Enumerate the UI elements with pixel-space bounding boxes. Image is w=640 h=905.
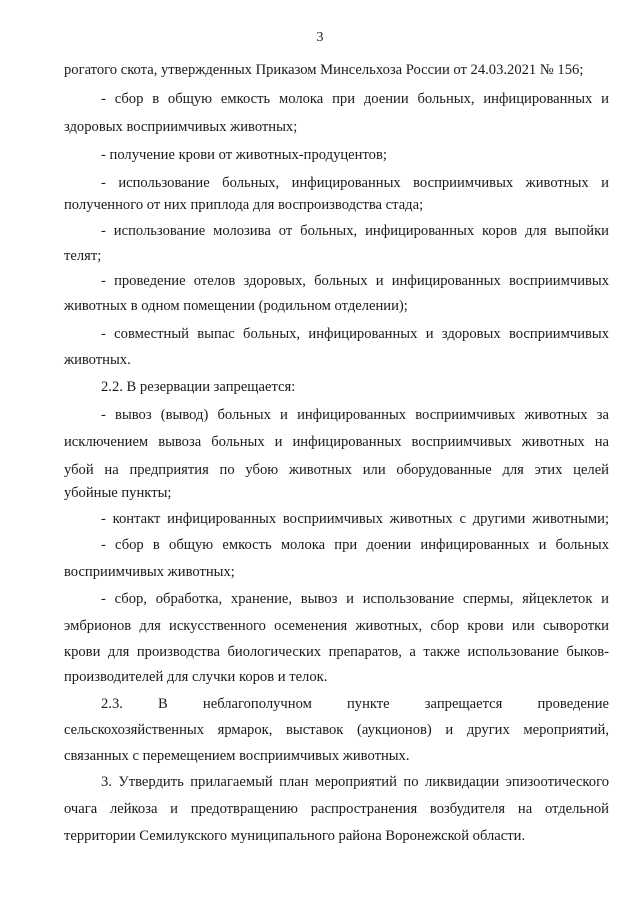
text-line: связанных с перемещением восприимчивых животных. — [64, 748, 410, 764]
text-line: полученного от них приплода для воспроизводства стада; — [64, 197, 424, 213]
text-line: убойные пункты; — [64, 485, 172, 501]
text-line: - проведение отелов здоровых, больных и инфицированных восприимчивых — [101, 273, 609, 289]
text-line: исключением вывоза больных и инфицированных восприимчивых животных на — [64, 434, 609, 450]
text-line: эмбрионов для искусственного осеменения животных, сбор крови или сыворотки — [64, 618, 609, 634]
text-line: - контакт инфицированных восприимчивых животных с другими животными; — [101, 511, 609, 527]
text-line: производителей для случки коров и телок. — [64, 669, 328, 685]
page-number: 3 — [316, 30, 324, 45]
text-line: восприимчивых животных; — [64, 564, 235, 580]
text-line: телят; — [64, 248, 102, 264]
text-line: территории Семилукского муниципального района Воронежской области. — [64, 828, 526, 844]
text-line: - получение крови от животных-продуцентов; — [101, 147, 387, 163]
text-line: - сбор в общую емкость молока при доении инфицированных и больных — [101, 537, 609, 553]
text-line: здоровых восприимчивых животных; — [64, 119, 298, 135]
section-heading: 2.2. В резервации запрещается: — [101, 379, 296, 395]
text-line: крови для производства биологических препаратов, а также использование быков- — [64, 644, 609, 660]
text-line: - сбор, обработка, хранение, вывоз и использование спермы, яйцеклеток и — [101, 591, 609, 607]
text-line: рогатого скота, утвержденных Приказом Минсельхоза России от 24.03.2021 № 156; — [64, 62, 584, 78]
text-line: убой на предприятия по убою животных или оборудованные для этих целей — [64, 462, 609, 478]
text-line: - сбор в общую емкость молока при доении больных, инфицированных и — [101, 91, 609, 107]
text-line: сельскохозяйственных ярмарок, выставок (аукционов) и других мероприятий, — [64, 722, 609, 738]
text-line: 3. Утвердить прилагаемый план мероприятий по ликвидации эпизоотического — [101, 774, 609, 790]
text-line: очага лейкоза и предотвращению распространения возбудителя на отдельной — [64, 801, 609, 817]
text-line: животных в одном помещении (родильном отделении); — [64, 298, 408, 314]
text-line: - использование молозива от больных, инфицированных коров для выпойки — [101, 223, 609, 239]
section-heading: 2.3. В неблагополучном пункте запрещается проведение — [101, 696, 609, 712]
text-line: - использование больных, инфицированных восприимчивых животных и — [101, 175, 609, 191]
text-line: - совместный выпас больных, инфицированных и здоровых восприимчивых — [101, 326, 609, 342]
text-line: - вывоз (вывод) больных и инфицированных восприимчивых животных за — [101, 407, 609, 423]
text-line: животных. — [64, 352, 131, 368]
